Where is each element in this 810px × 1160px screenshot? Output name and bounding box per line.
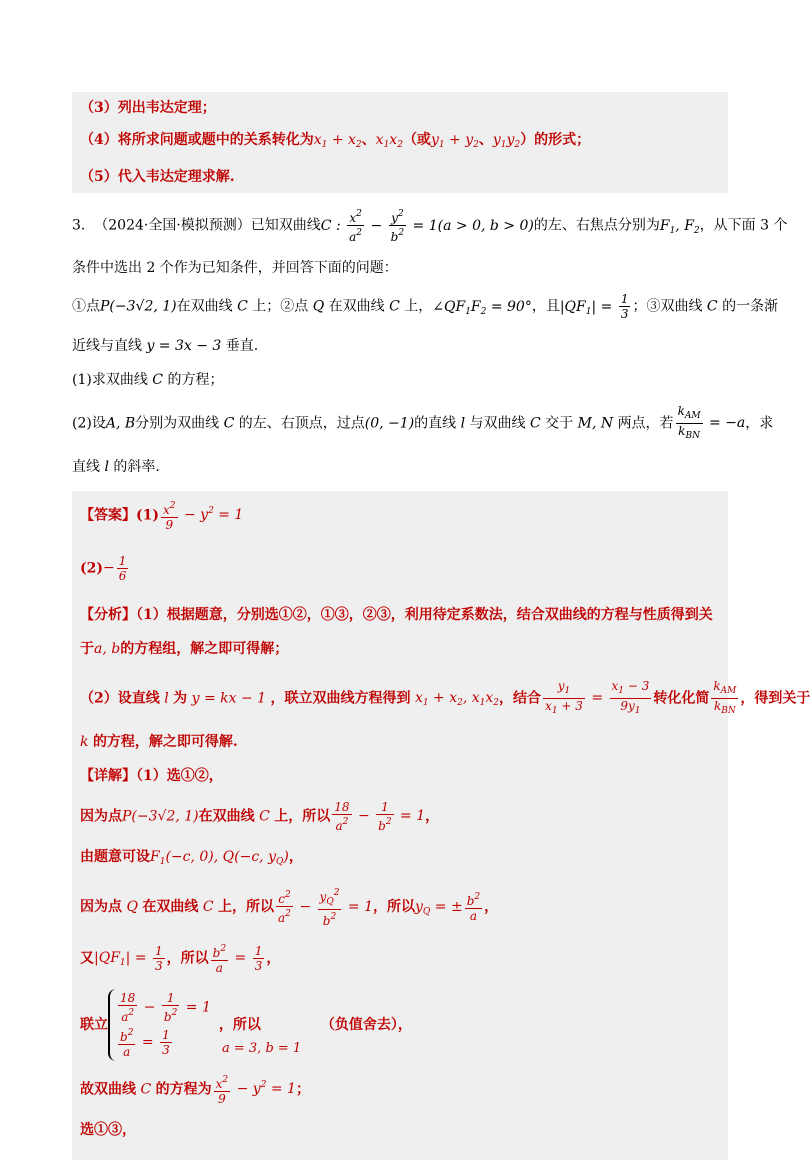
math-l2: l bbox=[100, 458, 114, 475]
cond-1-text: 在双曲线 bbox=[176, 298, 233, 315]
math-ab-vars: a, b bbox=[94, 640, 121, 657]
step-4-text: （4）将所求问题或题中的关系转化为 bbox=[80, 132, 314, 148]
detail-text-2c: 上，所以 bbox=[274, 808, 331, 824]
part-2-text: (2)设 bbox=[72, 415, 106, 431]
math-vieta: $x_1 + x_2$, $x_1x_2$ bbox=[410, 690, 500, 708]
detail-text-6a: 联立 bbox=[80, 1016, 108, 1033]
detail-text-7b: 的方程为 bbox=[155, 1081, 212, 1097]
math-y1y2: $y_1y_2$ bbox=[492, 132, 521, 150]
detail-text-7c: ； bbox=[295, 1081, 310, 1097]
detail-text-2a: 因为点 bbox=[80, 808, 122, 824]
math-x1-plus-x2: $x_1 + x_2$ bbox=[313, 132, 362, 150]
math-c: C bbox=[232, 298, 253, 315]
math-l3: l bbox=[159, 690, 174, 706]
detail-line-4 bbox=[80, 886, 720, 928]
detail-text-4c: 上，所以 bbox=[218, 898, 275, 915]
math-ab-result: a = 3, b = 1 bbox=[222, 1040, 302, 1056]
analysis-text-2a: 于 bbox=[80, 640, 94, 657]
math-c4: C bbox=[147, 371, 168, 388]
part-1-text: (1)求双曲线 bbox=[72, 371, 148, 388]
step-4-end: ）的形式； bbox=[520, 132, 591, 148]
analysis-text-3f: ，得到关于 bbox=[740, 690, 810, 706]
math-line-y: y = 3x − 3 bbox=[142, 337, 226, 354]
question-line-3 bbox=[72, 292, 779, 322]
math-f1-q: $F_1(-c$, 0), Q(−c, $y_Q$) bbox=[150, 848, 289, 867]
math-kam-kbn-2: $\frac{k_{AM}}{k_{BN}}$ bbox=[713, 678, 737, 716]
cond-2-label: 上；②点 bbox=[252, 298, 309, 315]
cond-2-text2: 上， bbox=[404, 298, 433, 315]
math-c7: C bbox=[254, 808, 275, 824]
detail-line-8: 选①③， bbox=[80, 1121, 136, 1138]
detail-text-3b: ， bbox=[288, 848, 303, 865]
answer-line-1 bbox=[80, 499, 720, 532]
detail-text-2b: 在双曲线 bbox=[198, 808, 255, 824]
cond-1-label: ①点 bbox=[72, 298, 100, 315]
math-b2a: $\frac{b^2}{a}$ = $\frac{1}{3}$ bbox=[212, 943, 263, 975]
part-2-text6: 交于 bbox=[545, 415, 574, 431]
cond-3-text: 的一条渐 bbox=[722, 298, 779, 315]
math-yq: $y_Q$ = ± $\frac{b^2}{a}$ bbox=[415, 892, 481, 923]
question-line-2: 条件中选出 2 个作为已知条件，并回答下面的问题： bbox=[72, 260, 398, 276]
part-1-end: 的方程； bbox=[167, 371, 224, 388]
detail-text-3a: 由题意可设 bbox=[80, 848, 150, 865]
math-k: k bbox=[80, 733, 93, 750]
detail-select-1: （1）选①②， bbox=[136, 767, 223, 784]
math-c2: C bbox=[384, 298, 405, 315]
detail-text-4e: ， bbox=[484, 898, 499, 915]
part-2-text3: 的左、右顶点，过点 bbox=[238, 415, 365, 431]
part-2-text8: ，求 bbox=[745, 415, 774, 431]
step-3: （3）列出韦达定理； bbox=[80, 100, 216, 116]
math-c9: C bbox=[136, 1081, 156, 1097]
detail-line-3 bbox=[80, 847, 720, 872]
cond-3-text2: 近线与直线 bbox=[72, 337, 142, 354]
math-q2: Q bbox=[122, 898, 143, 915]
detail-text-4b: 在双曲线 bbox=[142, 898, 199, 915]
detail-line-1 bbox=[80, 766, 720, 786]
analysis-line-3 bbox=[80, 678, 810, 718]
detail-line-7 bbox=[80, 1073, 720, 1106]
part-2-text5: 与双曲线 bbox=[469, 415, 526, 431]
answer-1-label: (1) bbox=[136, 507, 159, 523]
analysis-text-3b: 为 bbox=[173, 690, 188, 706]
analysis-text-3d: ，结合 bbox=[499, 690, 542, 706]
math-line-kx: y = kx − 1 bbox=[187, 690, 271, 706]
document-page bbox=[72, 92, 810, 1160]
analysis-line-4 bbox=[80, 732, 720, 752]
part-2-text7: 两点，若 bbox=[617, 415, 674, 431]
math-point-0: (0, −1) bbox=[364, 415, 415, 431]
answer-2-label: (2) bbox=[80, 560, 103, 576]
analysis-text-4: 的方程，解之即可得解. bbox=[92, 733, 238, 750]
math-qf1-2: $|QF_1|$ = $\frac{1}{3}$ bbox=[94, 943, 163, 973]
detail-text-4a: 因为点 bbox=[80, 898, 122, 915]
detail-text-7a: 故双曲线 bbox=[80, 1081, 136, 1097]
analysis-line-2 bbox=[80, 639, 720, 659]
math-l: l bbox=[456, 415, 470, 431]
detail-line-5 bbox=[80, 942, 720, 975]
question-source: （2024·全国·模拟预测）已知双曲线 bbox=[94, 217, 321, 234]
analysis-text-1: （1）根据题意，分别选①②，①③，②③，利用待定系数法，结合双曲线的方程与性质得到关 bbox=[136, 606, 713, 623]
cond-3-label: ；③双曲线 bbox=[632, 298, 703, 315]
math-qf1: $|QF_1|$ = $\frac{1}{3}$ bbox=[559, 292, 629, 321]
math-ab: A, B bbox=[105, 415, 136, 431]
detail-text-2d: ， bbox=[425, 808, 440, 824]
math-angle: $\angle QF_1F_2 = 90^\circ$ bbox=[432, 298, 532, 317]
solution-block bbox=[72, 491, 810, 1160]
question-part-2 bbox=[72, 403, 774, 443]
step-4-sep2: 、 bbox=[478, 132, 493, 148]
math-kam-kbn: $\frac{k_{AM}}{k_{BN}}$ = −a bbox=[677, 403, 746, 441]
math-c5: C bbox=[219, 415, 239, 431]
analysis-text-3c: ，联立双曲线方程得到 bbox=[270, 690, 411, 706]
detail-line-2 bbox=[80, 800, 720, 833]
analysis-text-2b: 的方程组，解之即可得解； bbox=[120, 640, 289, 657]
math-c6: C bbox=[525, 415, 546, 431]
detail-text-4d: ，所以 bbox=[373, 898, 415, 915]
math-point-p: P(−3√2, 1) bbox=[100, 298, 177, 315]
math-answer-2: − $\frac{1}{6}$ bbox=[103, 553, 127, 583]
math-c3: C bbox=[702, 298, 723, 315]
part-2-text9: 直线 bbox=[72, 458, 100, 475]
question-text: 的左、右焦点分别为 bbox=[533, 217, 660, 234]
detail-line-6 bbox=[80, 989, 720, 1059]
question-number: 3. bbox=[72, 217, 86, 234]
question-tail: ，从下面 3 个 bbox=[699, 217, 788, 234]
math-eq-18: $\frac{18}{a^2}$ − $\frac{1}{b^2}$ = 1 bbox=[334, 799, 426, 833]
question-part-2-cont bbox=[72, 457, 728, 477]
detail-label: 【详解】 bbox=[80, 767, 136, 784]
step-4-or: （或 bbox=[402, 132, 431, 148]
math-foci: $F_1$, $F_2$ bbox=[659, 217, 700, 236]
detail-text-6c: （负值舍去）， bbox=[320, 1016, 412, 1033]
cond-2-text: 在双曲线 bbox=[328, 298, 385, 315]
question-block bbox=[72, 207, 788, 477]
detail-text-5c: ， bbox=[266, 950, 281, 966]
math-eq-c2: $\frac{c^2}{a^2}$ − $\frac{y_Q^2}{b^2}$ = 1 bbox=[278, 887, 373, 928]
question-part-1 bbox=[72, 370, 728, 390]
math-result-eq: $\frac{x^2}{9}$ − $y^2 = 1$ bbox=[215, 1074, 296, 1106]
math-mn: M, N bbox=[573, 415, 618, 431]
math-y1-plus-y2: $y_1 + y_2$ bbox=[430, 132, 479, 150]
math-x1x2: $x_1x_2$ bbox=[375, 132, 403, 150]
detail-text-5b: ，所以 bbox=[166, 950, 209, 966]
math-system: $\frac{18}{a^2}$ − $\frac{1}{b^2}$ = 1 $\frac{b^2}{a}$ = $\frac{1}{3}$ bbox=[108, 989, 211, 1061]
analysis-text-3a: （2）设直线 bbox=[80, 690, 160, 706]
answer-line-2 bbox=[80, 554, 720, 583]
analysis-text-3e: 转化化简 bbox=[653, 690, 710, 706]
analysis-label: 【分析】 bbox=[80, 606, 136, 623]
part-2-text2: 分别为双曲线 bbox=[135, 415, 220, 431]
step-5: （5）代入韦达定理求解. bbox=[80, 169, 235, 185]
detail-text-6b: ，所以 bbox=[218, 1016, 261, 1033]
question-line-1 bbox=[72, 207, 788, 244]
method-steps-box bbox=[72, 92, 728, 193]
step-4-sep: 、 bbox=[361, 132, 376, 148]
part-2-end: 的斜率. bbox=[113, 458, 160, 475]
cond-3-end: 垂直. bbox=[225, 337, 259, 354]
answer-label: 【答案】 bbox=[80, 507, 136, 523]
math-c8: C bbox=[198, 898, 219, 915]
math-point-p-2: P(−3√2, 1) bbox=[122, 808, 199, 824]
detail-text-5a: 又 bbox=[80, 950, 94, 966]
math-answer-1: $\frac{x^2}{9}$ − $y^2 = 1$ bbox=[163, 500, 244, 532]
step-4 bbox=[80, 130, 720, 155]
cond-2-and: ，且 bbox=[531, 298, 560, 315]
math-q: Q bbox=[308, 298, 329, 315]
math-ratio: $\frac{y_1}{x_1 + 3}$ = $\frac{x_1 - 3}{9y_1}$ bbox=[545, 678, 650, 716]
analysis-line-1 bbox=[80, 605, 720, 625]
part-2-text4: 的直线 bbox=[414, 415, 457, 431]
question-line-4 bbox=[72, 336, 728, 356]
math-hyperbola-def: C : $\frac{x^2}{a^2}$ − $\frac{y^2}{b^2}$ = 1(a > 0, b > 0) bbox=[320, 209, 534, 244]
